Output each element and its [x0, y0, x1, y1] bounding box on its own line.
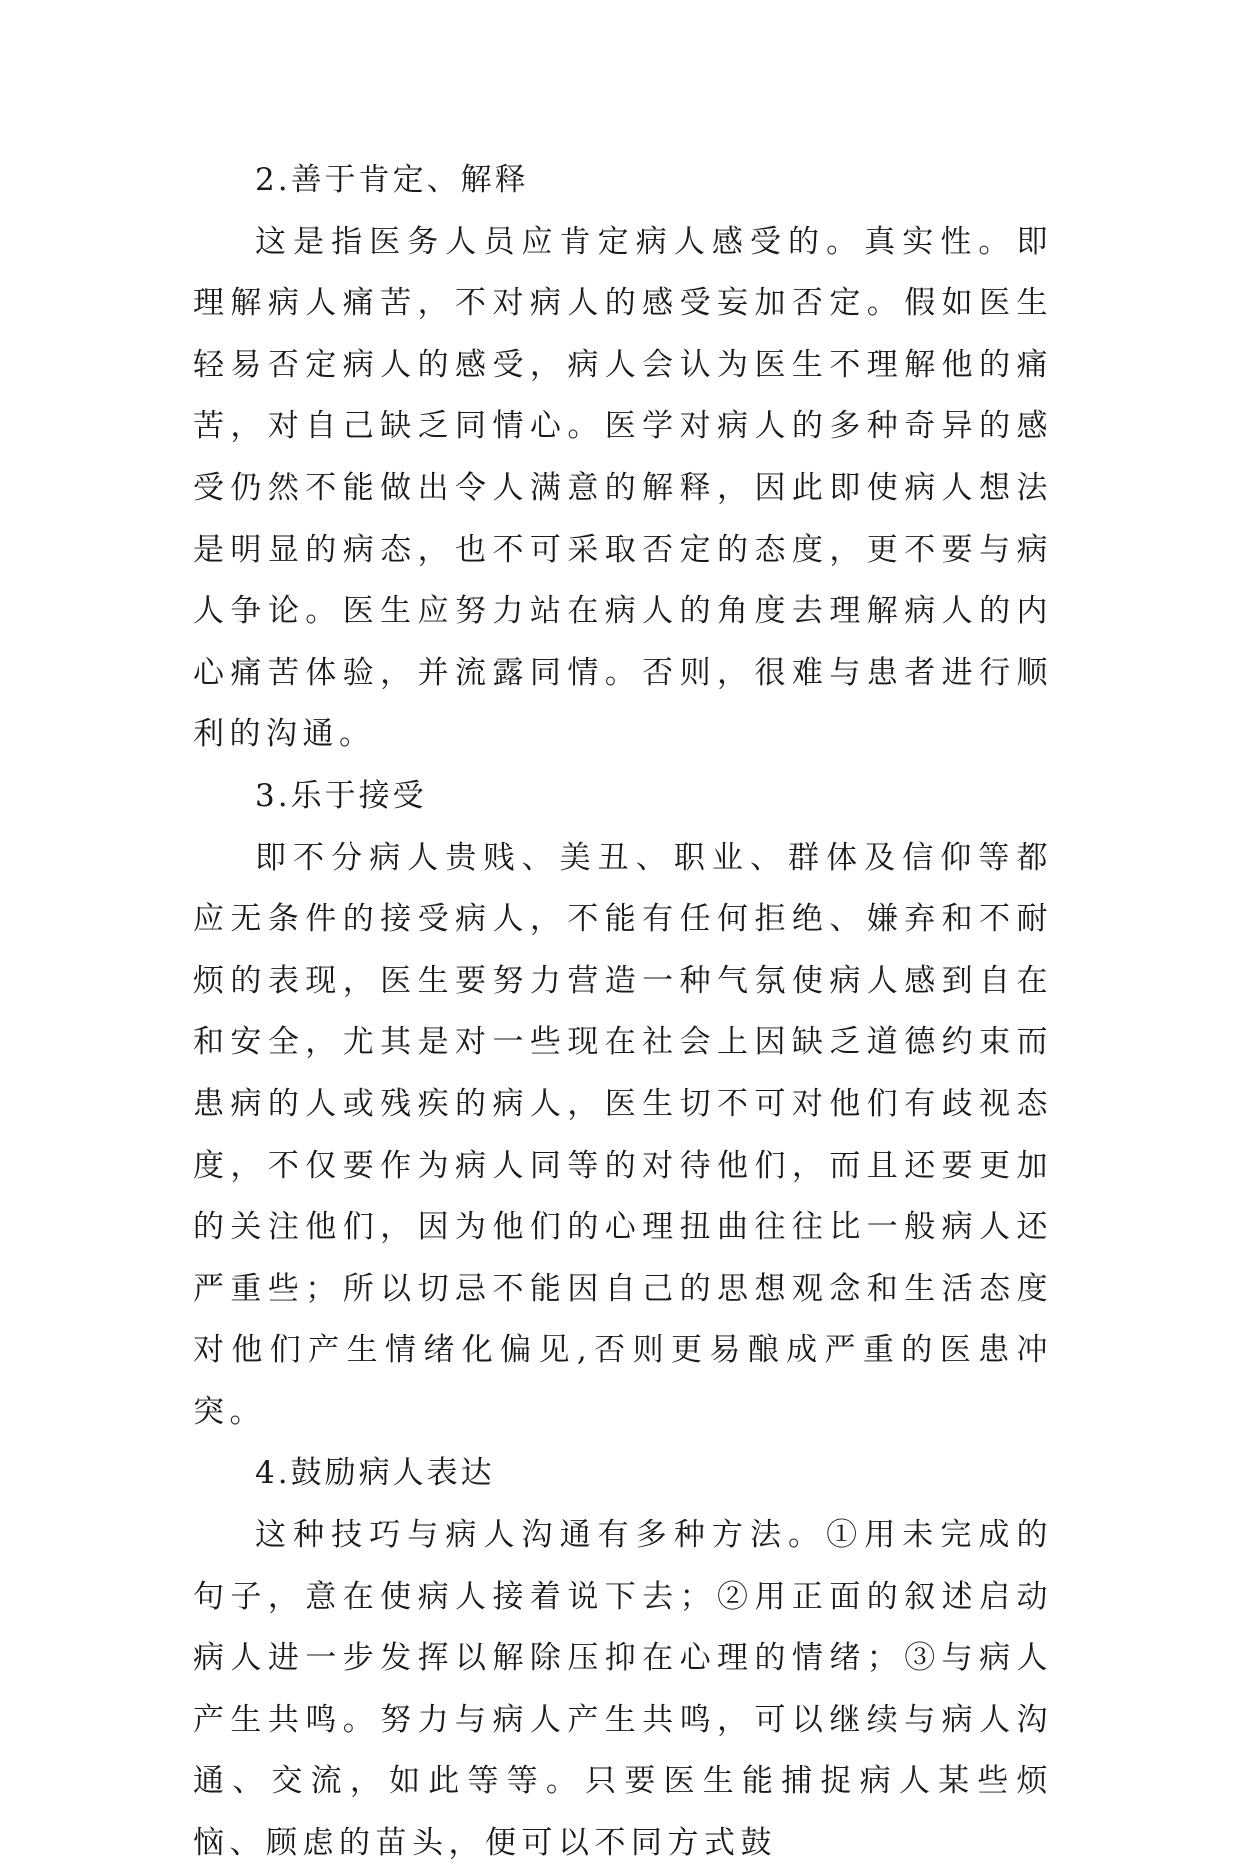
section-body-accept: 即不分病人贵贱、美丑、职业、群体及信仰等都应无条件的接受病人，不能有任何拒绝、嫌弃和不耐烦的表现，医生要努力营造一种气氛使病人感到自在和安全，尤其是对一些现在社会上因缺乏道德约束而患病的人或残疾的病人，医生切不可对他们有歧视态度，不仅要作为病人同等的对待他们，而且还要更加的关注他们，因为他们的心理扭曲往往比一般病人还严重些；所以切忌不能因自己的思想观念和生活态度对他们产生情绪化偏见,否则更易酿成严重的医患冲突。	[193, 839, 1053, 1430]
section-body-encourage: 这种技巧与病人沟通有多种方法。①用未完成的句子，意在使病人接着说下去；②用正面的叙述启动病人进一步发挥以解除压抑在心理的情绪；③与病人产生共鸣。努力与病人产生共鸣，可以继续与病人沟通、交流，如此等等。只要医生能捕捉病人某些烦恼、顾虑的苗头，便可以不同方式鼓	[193, 1517, 1053, 1862]
section-heading-affirm: 2.善于肯定、解释	[255, 162, 529, 198]
section-heading-encourage: 4.鼓励病人表达	[255, 1455, 495, 1492]
section-heading-accept: 3.乐于接受	[255, 777, 427, 814]
section-body-affirm: 这是指医务人员应肯定病人感受的。真实性。即理解病人痛苦，不对病人的感受妄加否定。假如医生轻易否定病人的感受，病人会认为医生不理解他的痛苦，对自己缺乏同情心。医学对病人的多种奇异的感受仍然不能做出令人满意的解释，因此即使病人想法是明显的病态，也不可采取否定的态度，更不要与病人争论。医生应努力站在病人的角度去理解病人的内心痛苦体验，并流露同情。否则，很难与患者进行顺利的沟通。	[193, 223, 1053, 753]
document-page	[193, 150, 1053, 1875]
